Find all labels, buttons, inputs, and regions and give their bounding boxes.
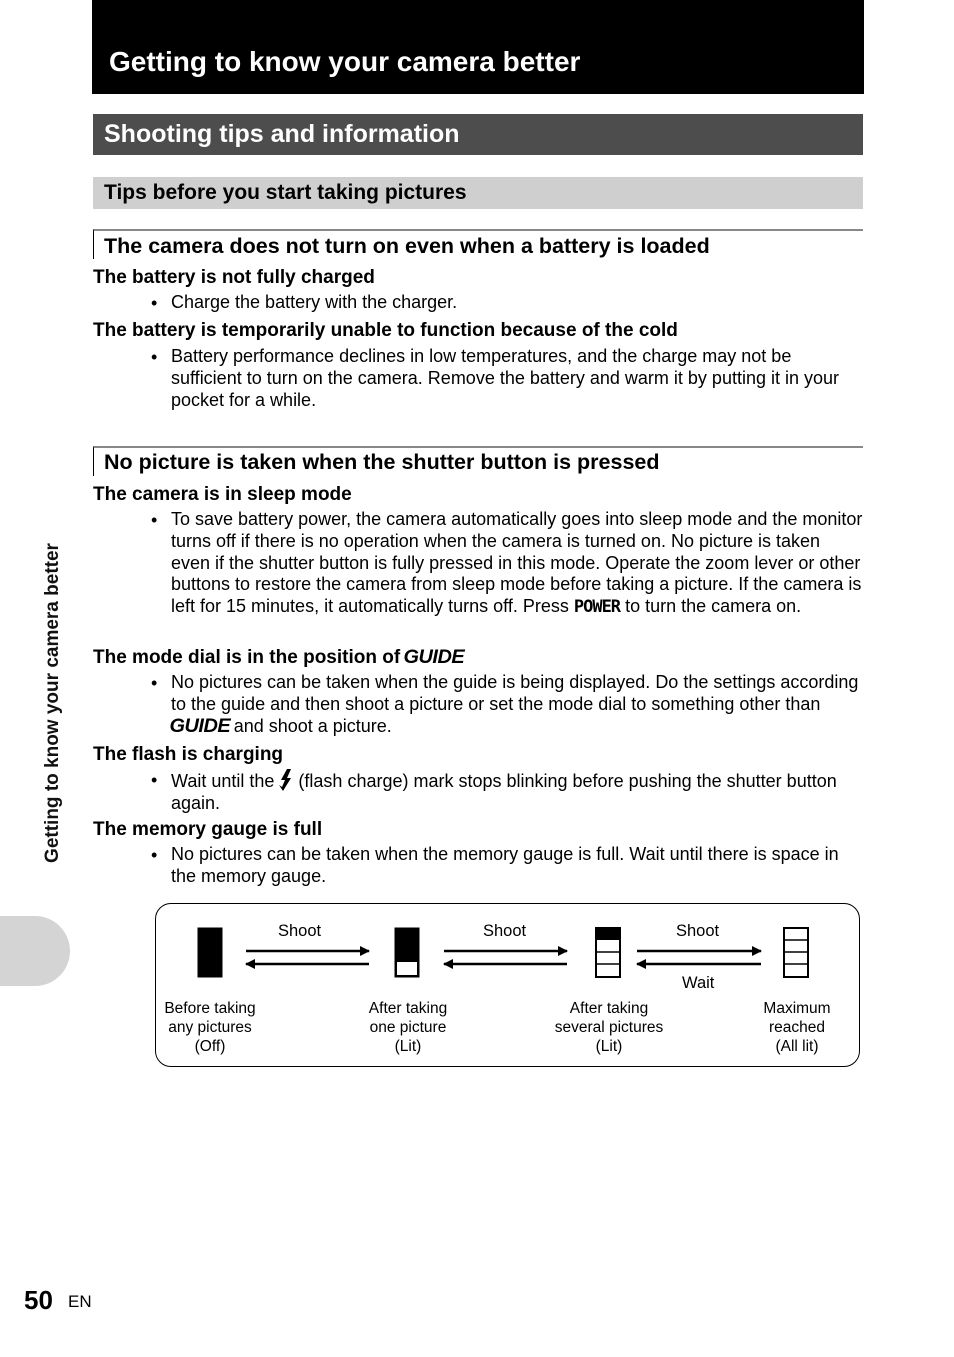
flash-charge-icon [279,769,293,791]
caption-line: (Lit) [394,1038,422,1055]
section-title: Shooting tips and information [104,120,460,148]
bullet-text: Charge the battery with the charger. [171,292,458,312]
gauge-all-lit-icon [784,928,808,977]
caption-line: any pictures [168,1019,252,1036]
arrow-label: Shoot [483,922,527,940]
chapter-title: Getting to know your camera better [109,46,581,77]
guide-mode-icon: GUIDE [169,715,231,737]
cause-heading: The battery is temporarily unable to function because of the cold [93,320,678,341]
caption-line: Maximum [763,1000,831,1017]
cause-heading [93,646,463,670]
caption-line: several pictures [554,1019,664,1036]
caption-line: one picture [369,1019,447,1036]
caption-line: (All lit) [775,1038,819,1055]
side-tab-label: Getting to know your camera better [42,543,63,863]
gauge-several-pictures-icon [596,928,620,977]
bullet-dot: • [151,673,158,693]
topic-title: No picture is taken when the shutter button is pressed [104,450,660,474]
page-language: EN [68,1292,92,1311]
arrow-label: Wait [682,974,715,992]
gauge-off-icon [198,928,222,977]
cause-heading: The memory gauge is full [93,819,323,840]
bullet-text-part: and shoot a picture. [233,715,392,736]
cause-heading-text: The mode dial is in the position of [93,647,401,668]
arrow-label: Shoot [676,922,720,940]
bullet-dot: • [151,347,158,367]
bullet-text: Battery performance declines in low temperatures, and the charge may not be sufficient to turn on the camera. Remove the battery and warm it by putting it in your pocket for a while. [171,346,840,410]
gauge-state-caption [539,999,679,1056]
cause-heading: The battery is not fully charged [93,267,375,288]
bullet-dot: • [151,770,158,790]
caption-line: (Lit) [595,1038,623,1055]
bullet-text-part: (flash charge) mark stops blinking before pushing the shutter button again. [171,771,837,813]
gauge-state-caption [338,999,478,1056]
caption-line: Before taking [164,1000,256,1017]
side-label-wrap [33,507,73,899]
guide-mode-icon: GUIDE [404,647,465,668]
caption-line: reached [768,1019,825,1036]
bullet-text-part: No pictures can be taken when the guide is being displayed. Do the settings according to the guide and then shoot a picture or set the mode dial to something other than [171,672,859,714]
bullet-text [171,672,863,737]
bullet-text-part: Wait until the [171,771,275,791]
bullet-dot: • [151,510,158,530]
caption-line: After taking [368,1000,448,1017]
bullet-dot: • [151,293,158,313]
chapter-side-tab [0,916,70,986]
power-button-label: POWER [573,597,621,618]
bullet-dot: • [151,845,158,865]
caption-line: (Off) [194,1038,226,1055]
gauge-one-picture-icon [395,928,419,977]
gauge-state-caption [140,999,280,1056]
bullet-text-part: To save battery power, the camera automatically goes into sleep mode and the monitor turns off if there is no operation when the camera is turned on. No picture is taken even if the shutter button is fully pressed in this mode. Operate the zoom lever or other buttons to restore the camera from sleep mode before taking a picture. If the camera is left for 15 minutes, it automatically turns off. Press [171,509,863,617]
bullet-text [171,509,863,619]
gauge-state-caption [727,999,867,1056]
arrow-label: Shoot [278,922,322,940]
page-number: 50 [24,1285,53,1315]
bullet-text-part: to turn the camera on. [625,596,802,617]
cause-heading: The flash is charging [93,744,284,765]
cause-heading: The camera is in sleep mode [93,484,352,505]
bullet-text [171,769,863,815]
subsection-title: Tips before you start taking pictures [104,181,467,204]
topic-title: The camera does not turn on even when a battery is loaded [104,234,710,258]
bullet-text: No pictures can be taken when the memory gauge is full. Wait until there is space in the memory gauge. [171,844,839,886]
caption-line: After taking [569,1000,649,1017]
